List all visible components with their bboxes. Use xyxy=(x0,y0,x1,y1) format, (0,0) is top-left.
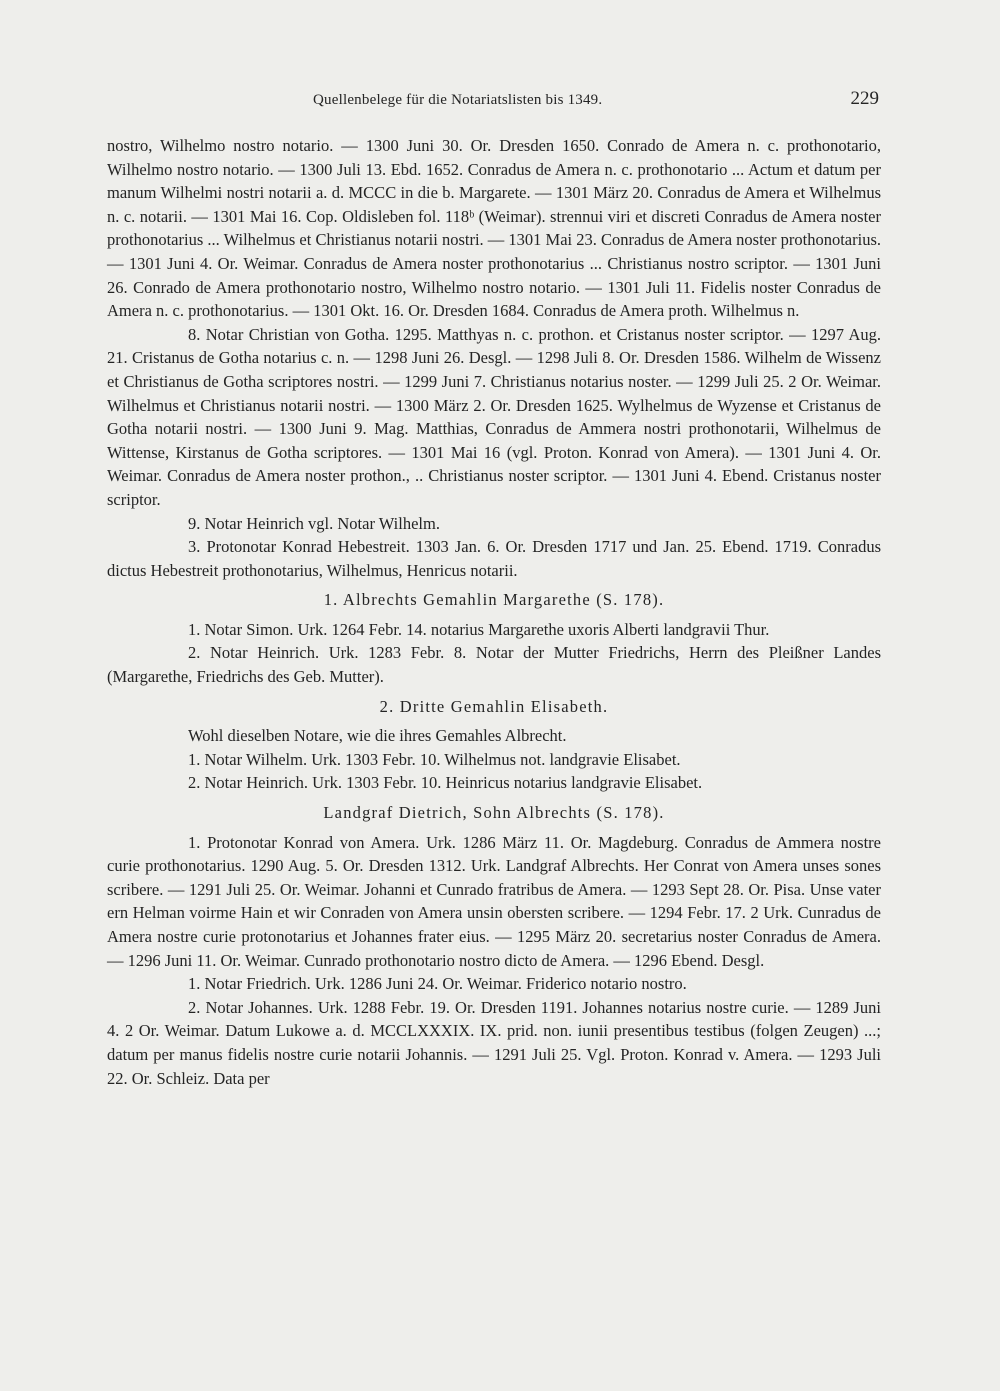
paragraph-notar-wilhelm: 1. Notar Wilhelm. Urk. 1303 Febr. 10. Wilhelmus not. landgravie Elisabet. xyxy=(188,749,681,769)
paragraph-konrad-hebestreit: 3. Protonotar Konrad Hebestreit. 1303 Jan. 6. Or. Dresden 1717 und Jan. 25. Ebend. 1719. Conradus dictus Hebestreit prothonotarius, Wilhelmus, Henricus notarii. xyxy=(107,537,881,580)
page-body xyxy=(107,134,881,1090)
paragraph-elisabeth-intro: Wohl dieselben Notare, wie die ihres Gemahles Albrecht. xyxy=(188,726,567,746)
paragraph-notar-friedrich: 1. Notar Friedrich. Urk. 1286 Juni 24. Or. Weimar. Friderico notario nostro. xyxy=(188,974,687,994)
paragraph-notar-simon: 1. Notar Simon. Urk. 1264 Febr. 14. notarius Margarethe uxoris Alberti landgravii Thur. xyxy=(188,619,770,639)
paragraph-notar-heinrich-margarethe: 2. Notar Heinrich. Urk. 1283 Febr. 8. Notar der Mutter Friedrichs, Herrn des Pleißner Landes (Margarethe, Friedrichs des Geb. Mutter). xyxy=(107,643,881,687)
section-heading-margarethe: 1. Albrechts Gemahlin Margarethe (S. 178). xyxy=(323,590,665,610)
paragraph-protonotar-konrad-amera: 1. Protonotar Konrad von Amera. Urk. 1286 März 11. Or. Magdeburg. Conradus de Ammera nostre curie prothonotarius. 1290 Aug. 5. Or. Dresden 1312. Urk. Landgraf Albrechts. Her Conrat von Amera unses sones scribere. — 1291 Juli 25. Or. Weimar. Johanni et Cunrado fratribus de Amera. — 1293 Sept 28. Or. Pisa. Unse vater ern Helman voirme Hain et wir Conraden von Amera unsin obersten scribere. — 1294 Febr. 17. 2 Urk. Cunradus de Amera nostre curie protonotarius et Johannes frater eius. — 1295 März 20. secretarius noster Conradus de Amera. — 1296 Juni 11. Or. Weimar. Cunrado prothonotario nostro dicto de Amera. — 1296 Ebend. Desgl. xyxy=(107,832,881,970)
page-number: 229 xyxy=(850,88,879,109)
paragraph-notar-heinrich-elisabeth: 2. Notar Heinrich. Urk. 1303 Febr. 10. Heinricus notarius landgravie Elisabet. xyxy=(188,773,703,793)
paragraph-notar-christian: 8. Notar Christian von Gotha. 1295. Matthyas n. c. prothon. et Cristanus noster scriptor. — 1297 Aug. 21. Cristanus de Gotha notarius c. n. — 1298 Juni 26. Desgl. — 1298 Juli 8. Or. Dresden 1586. Wilhelm de Wissenz et Christianus de Gotha scriptores nostri. — 1299 Juni 7. Christianus notarius noster. — 1299 Juli 25. 2 Or. Weimar. Wilhelmus et Christianus notarii nostri. — 1300 März 2. Or. Dresden 1625. Wylhelmus de Wyzense et Cristanus de Gotha notarii nostri. — 1300 Juni 9. Mag. Matthias, Conradus de Ammera nostri prothonotarii, Wilhelmus de Wittense, Kirstanus de Gotha scriptores. — 1301 Mai 16 (vgl. Proton. Konrad von Amera). — 1301 Juni 4. Or. Weimar. Conradus de Amera noster prothon., .. Christianus noster scriptor. — 1301 Juni 4. Ebend. Cristanus noster scriptor. xyxy=(107,324,881,509)
paragraph-notar-johannes: 2. Notar Johannes. Urk. 1288 Febr. 19. Or. Dresden 1191. Johannes notarius nostre curie. — 1289 Juni 4. 2 Or. Weimar. Datum Lukowe a. d. MCCLXXXIX. IX. prid. non. iunii presentibus testibus (folgen Zeugen) ...; datum per manus fidelis nostre curie notarii Johannis. — 1291 Juli 25. Vgl. Proton. Konrad v. Amera. — 1293 Juli 22. Or. Schleiz. Data per xyxy=(107,997,881,1088)
page-header xyxy=(0,88,1000,116)
running-head: Quellenbelege für die Notariatslisten bis 1349. xyxy=(313,92,603,108)
section-heading-elisabeth: 2. Dritte Gemahlin Elisabeth. xyxy=(379,696,609,716)
section-heading-dietrich: Landgraf Dietrich, Sohn Albrechts (S. 178). xyxy=(323,803,665,823)
paragraph-konrad-amera-continued: nostro, Wilhelmo nostro notario. — 1300 Juni 30. Or. Dresden 1650. Conrado de Amera n. c. prothonotario, Wilhelmo nostro notario. — 1300 Juli 13. Ebd. 1652. Conradus de Amera n. c. prothonotario ... Actum et datum per manum Wilhelmi nostri notarii a. d. MCCC in die b. Margarete. — 1301 März 20. Conradus de Amera et Wilhelmus n. c. notarii. — 1301 Mai 16. Cop. Oldisleben fol. 118ᵇ (Weimar). strennui viri et discreti Conradus de Amera noster prothonotarius ... Wilhelmus et Christianus notarii nostri. — 1301 Mai 23. Conradus de Amera noster prothonotarius. — 1301 Juni 4. Or. Weimar. Conradus de Amera noster prothonotarius ... Christianus nostro scriptor. — 1301 Juni 26. Conrado de Amera prothonotario nostro, Wilhelmo nostro notario. — 1301 Juli 11. Fidelis noster Conradus de Amera n. c. prothonotarius. — 1301 Okt. 16. Or. Dresden 1684. Conradus de Amera proth. Wilhelmus n. xyxy=(107,136,881,321)
paragraph-notar-heinrich: 9. Notar Heinrich vgl. Notar Wilhelm. xyxy=(188,513,440,533)
